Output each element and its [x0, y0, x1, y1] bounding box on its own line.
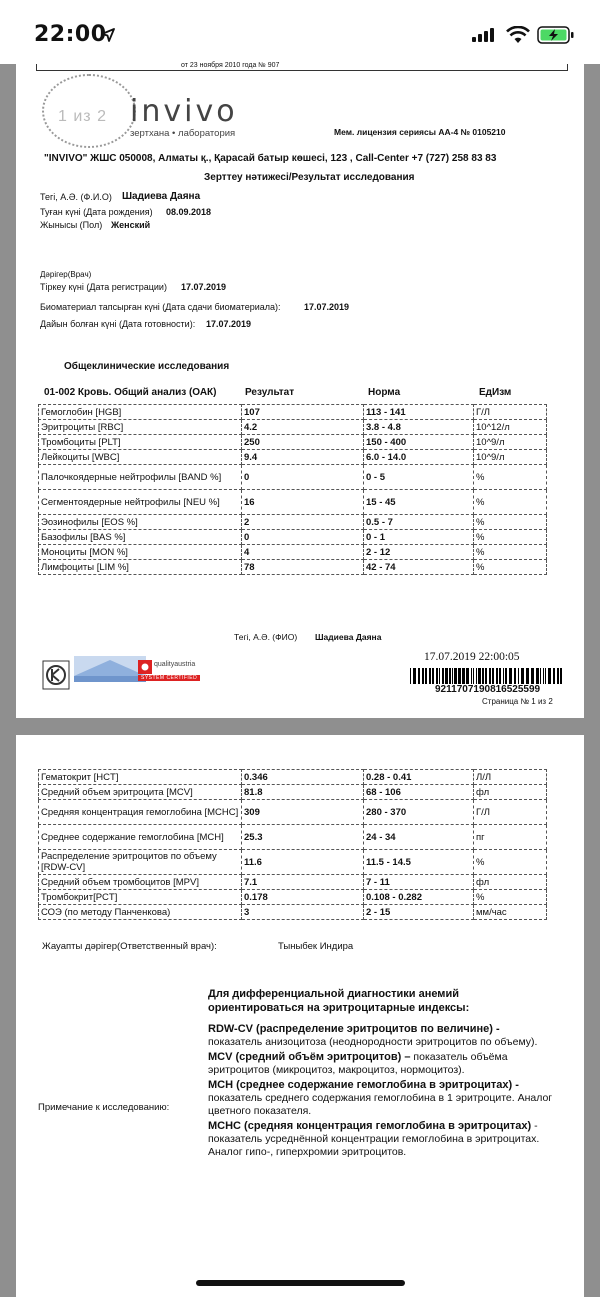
report-page-2	[16, 735, 584, 1297]
table-row	[39, 825, 547, 850]
note-label: Примечание к исследованию:	[38, 1102, 170, 1113]
test-result: 4	[242, 545, 364, 560]
sign-name: Шадиева Даяна	[315, 632, 382, 642]
test-result: 9.4	[242, 450, 364, 465]
table-row	[39, 530, 547, 545]
quality-austria-logo-icon	[138, 660, 152, 674]
note-term: MCHC (средняя концентрация гемоглобина в эритроцитах)	[208, 1120, 532, 1132]
test-name: Гематокрит [HCT]	[39, 770, 242, 785]
test-norm: 0.108 - 0.282	[364, 890, 474, 905]
test-norm: 0.5 - 7	[364, 515, 474, 530]
responsible-doctor-name: Тыныбек Индира	[278, 941, 354, 952]
top-frame	[36, 64, 568, 71]
biomat-date-label: Биоматериал тапсырған күні (Дата сдачи биоматериала):	[40, 302, 281, 312]
test-norm: 2 - 12	[364, 545, 474, 560]
ready-date: 17.07.2019	[206, 319, 252, 329]
table-row	[39, 890, 547, 905]
table-row	[39, 490, 547, 515]
test-result: 0	[242, 530, 364, 545]
note-desc: показатель среднего содержания гемоглобина в 1 эритроците. Аналог цветного показателя.	[208, 1092, 553, 1117]
test-name: Сегментоядерные нейтрофилы [NEU %]	[39, 490, 242, 515]
stamp-text: 1 из 2	[58, 108, 107, 125]
results-table-1	[38, 404, 547, 575]
test-name: Средняя концентрация гемоглобина [MCHC]	[39, 800, 242, 825]
logo-name: invivo	[130, 94, 238, 129]
patient-name-label: Тегі, А.Ә. (Ф.И.О)	[40, 192, 112, 202]
test-norm: 150 - 400	[364, 435, 474, 450]
biomat-date: 17.07.2019	[304, 302, 350, 312]
table-row	[39, 405, 547, 420]
test-name: Средний объем тромбоцитов [MPV]	[39, 875, 242, 890]
home-indicator[interactable]	[196, 1280, 405, 1286]
test-unit: Л/Л	[474, 770, 547, 785]
table-row	[39, 465, 547, 490]
test-unit: 10^9/л	[474, 435, 547, 450]
table-row	[39, 770, 547, 785]
test-result: 11.6	[242, 850, 364, 875]
test-unit: Г/Л	[474, 405, 547, 420]
battery-charging-icon	[537, 26, 575, 44]
test-unit: 10^12/л	[474, 420, 547, 435]
lab-address: "INVIVO" ЖШС 050008, Алматы қ., Қарасай батыр көшесі, 123 , Call-Center +7 (727) 258 83 83	[44, 153, 497, 164]
status-time: 22:00	[34, 22, 107, 47]
table-row	[39, 560, 547, 575]
test-result: 309	[242, 800, 364, 825]
test-name: Гемоглобин [HGB]	[39, 405, 242, 420]
test-result: 7.1	[242, 875, 364, 890]
test-unit: %	[474, 530, 547, 545]
note-item	[208, 1079, 553, 1118]
cert-sub-text: SYSTEM CERTIFIED	[138, 675, 200, 681]
test-name: Лимфоциты [LIM %]	[39, 560, 242, 575]
test-result: 107	[242, 405, 364, 420]
test-name: Распределение эритроцитов по объему [RDW-CV]	[39, 850, 242, 875]
test-name: Тромбокрит[PCT]	[39, 890, 242, 905]
test-name: Средний объем эритроцита [MCV]	[39, 785, 242, 800]
sign-label: Тегі, А.Ә. (ФИО)	[234, 632, 298, 642]
test-unit: %	[474, 490, 547, 515]
patient-name: Шадиева Даяна	[122, 191, 201, 202]
table-row	[39, 545, 547, 560]
table-row	[39, 515, 547, 530]
test-norm: 0 - 5	[364, 465, 474, 490]
test-name: Базофилы [BAS %]	[39, 530, 242, 545]
sex-label: Жынысы (Пол)	[40, 220, 103, 230]
table-row	[39, 420, 547, 435]
accreditation-banner-icon	[74, 656, 146, 682]
note-term: MCH (среднее содержание гемоглобина в эритроцитах) -	[208, 1079, 519, 1091]
test-norm: 7 - 11	[364, 875, 474, 890]
note-desc: показатель объёма эритроцитов (микроцитоз, макроцитоз, нормоцитоз).	[208, 1051, 508, 1076]
note-item	[208, 1120, 553, 1159]
table-row	[39, 800, 547, 825]
dob-label: Туған күні (Дата рождения)	[40, 207, 153, 217]
table-row	[39, 850, 547, 875]
note-desc: показатель анизоцитоза (неоднородности эритроцитов по объему).	[208, 1036, 538, 1048]
test-name: Тромбоциты [PLT]	[39, 435, 242, 450]
test-unit: фл	[474, 785, 547, 800]
test-unit: мм/час	[474, 905, 547, 920]
test-result: 3	[242, 905, 364, 920]
col-header-test: 01-002 Кровь. Общий анализ (ОАК)	[44, 387, 217, 398]
test-name: Эритроциты [RBC]	[39, 420, 242, 435]
dob-value: 08.09.2018	[166, 207, 212, 217]
test-norm: 24 - 34	[364, 825, 474, 850]
test-result: 4.2	[242, 420, 364, 435]
table-row	[39, 435, 547, 450]
col-header-unit: ЕдИзм	[479, 387, 512, 398]
page-number: Страница № 1 из 2	[482, 697, 553, 706]
reg-date: 17.07.2019	[181, 282, 227, 292]
test-unit: Г/Л	[474, 800, 547, 825]
status-bar	[0, 0, 600, 64]
test-result: 0	[242, 465, 364, 490]
note-item	[208, 1051, 553, 1077]
test-result: 0.346	[242, 770, 364, 785]
doc-title: Зерттеу нәтижесі/Результат исследования	[204, 172, 415, 183]
test-name: Среднее содержание гемоглобина [MCH]	[39, 825, 242, 850]
sex-value: Женский	[111, 220, 151, 230]
report-page-1	[16, 64, 584, 718]
test-result: 25.3	[242, 825, 364, 850]
test-norm: 3.8 - 4.8	[364, 420, 474, 435]
test-norm: 0.28 - 0.41	[364, 770, 474, 785]
section-title: Общеклинические исследования	[64, 361, 230, 372]
license-text: Мем. лицензия сериясы АА-4 № 0105210	[334, 127, 506, 137]
test-name: Палочкоядерные нейтрофилы [BAND %]	[39, 465, 242, 490]
responsible-doctor-label: Жауапты дәрігер(Ответственный врач):	[42, 941, 217, 952]
test-name: Моноциты [MON %]	[39, 545, 242, 560]
test-name: Эозинофилы [EOS %]	[39, 515, 242, 530]
test-unit: %	[474, 890, 547, 905]
note-term: RDW-CV (распределение эритроцитов по величине) -	[208, 1023, 500, 1035]
test-norm: 2 - 15	[364, 905, 474, 920]
test-norm: 280 - 370	[364, 800, 474, 825]
barcode-icon	[410, 668, 566, 684]
test-unit: фл	[474, 875, 547, 890]
test-name: СОЭ (по методу Панченкова)	[39, 905, 242, 920]
location-arrow-icon	[101, 28, 115, 42]
test-unit: %	[474, 560, 547, 575]
results-table-2	[38, 769, 547, 920]
test-result: 250	[242, 435, 364, 450]
test-norm: 113 - 141	[364, 405, 474, 420]
test-result: 16	[242, 490, 364, 515]
top-line-text: от 23 ноября 2010 года № 907	[178, 62, 282, 69]
table-row	[39, 875, 547, 890]
kz-cert-logo-icon	[42, 660, 70, 690]
table-row	[39, 450, 547, 465]
note-block	[208, 987, 553, 1161]
note-term: MCV (средний объём эритроцитов) –	[208, 1051, 411, 1063]
test-norm: 0 - 1	[364, 530, 474, 545]
test-norm: 42 - 74	[364, 560, 474, 575]
test-norm: 68 - 106	[364, 785, 474, 800]
test-unit: %	[474, 515, 547, 530]
logo-tagline: зертхана • лаборатория	[130, 128, 236, 139]
table-row	[39, 905, 547, 920]
note-desc: - показатель усреднённой концентрации гемоглобина в эритроцитах. Аналог гипо-, гиперхромии эритроцитов.	[208, 1120, 540, 1158]
barcode-number: 9211707190816525599	[435, 684, 541, 695]
test-unit: %	[474, 465, 547, 490]
test-norm: 15 - 45	[364, 490, 474, 515]
test-unit: %	[474, 850, 547, 875]
test-unit: пг	[474, 825, 547, 850]
note-title: Для дифференциальной диагностики анемий ориентироваться на эритроцитарные индексы:	[208, 988, 470, 1014]
note-item	[208, 1023, 553, 1049]
test-unit: %	[474, 545, 547, 560]
test-norm: 11.5 - 14.5	[364, 850, 474, 875]
doctor-label: Дәрігер(Врач)	[40, 270, 92, 279]
reg-date-label: Тіркеу күні (Дата регистрации)	[40, 282, 167, 292]
test-result: 2	[242, 515, 364, 530]
cellular-signal-icon	[472, 28, 496, 42]
col-header-norm: Норма	[368, 387, 401, 398]
test-result: 78	[242, 560, 364, 575]
test-norm: 6.0 - 14.0	[364, 450, 474, 465]
col-header-result: Результат	[245, 387, 295, 398]
test-unit: 10^9/л	[474, 450, 547, 465]
wifi-icon	[506, 26, 530, 44]
ready-date-label: Дайын болған күні (Дата готовности):	[40, 319, 196, 329]
timestamp: 17.07.2019 22:00:05	[424, 651, 520, 663]
cert-text: qualityaustria	[154, 661, 196, 668]
test-result: 81.8	[242, 785, 364, 800]
table-row	[39, 785, 547, 800]
test-name: Лейкоциты [WBC]	[39, 450, 242, 465]
test-result: 0.178	[242, 890, 364, 905]
